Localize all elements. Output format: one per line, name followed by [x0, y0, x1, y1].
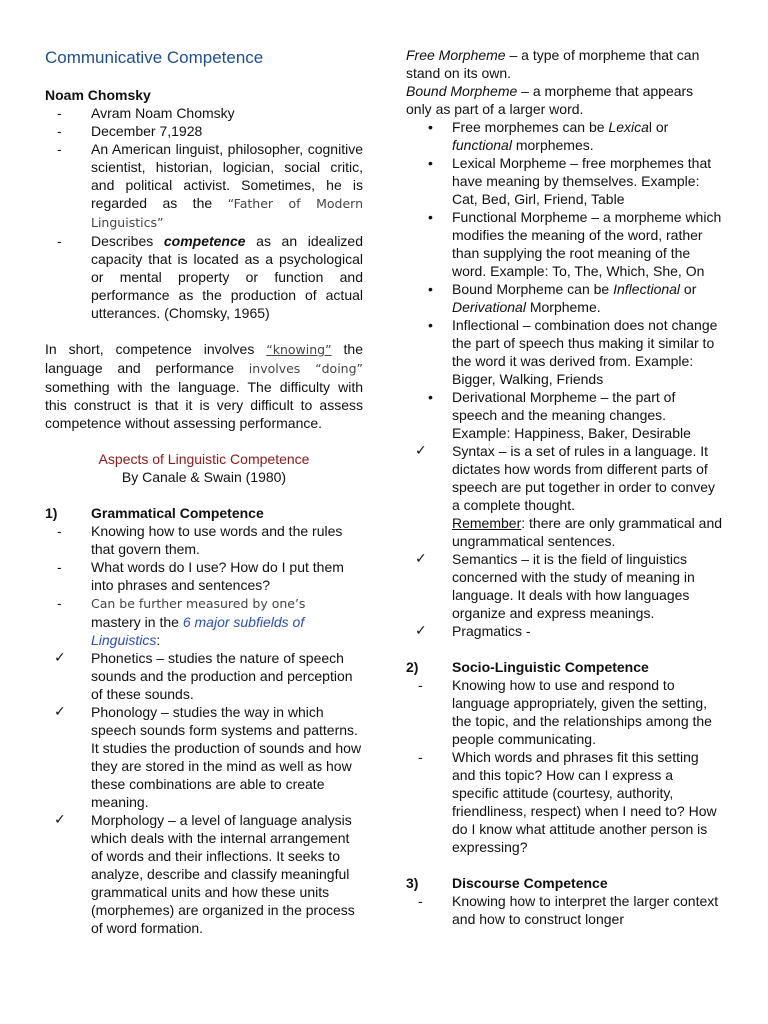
- discourse-item: - Knowing how to interpret the larger context and how to construct longer: [406, 892, 722, 928]
- bullet-item: • Bound Morpheme can be Inflectional or Derivational Morpheme.: [406, 280, 722, 316]
- grammatical-heading: 1) Grammatical Competence: [45, 505, 264, 521]
- left-column: [45, 86, 363, 937]
- socio-list: [406, 676, 722, 856]
- bullet-item: • Lexical Morpheme – free morphemes that have meaning by themselves. Example: Cat, Bed, Girl, Friend, Table: [406, 154, 722, 208]
- father-quote: “Father of Modern Linguistics”: [91, 196, 363, 230]
- knowing-term: “knowing”: [266, 342, 332, 357]
- grammatical-item: - Knowing how to use words and the rules that govern them.: [45, 522, 363, 558]
- person-heading: Noam Chomsky: [45, 87, 151, 103]
- right-column: [406, 46, 722, 928]
- morpheme-list: [406, 118, 722, 442]
- check-item-phonology: ✓ Phonology – studies the way in which speech sounds form systems and patterns. It studies the production of sounds and how they are stored in the mind as well as how these combinations are able to create meaning.: [45, 703, 363, 811]
- grammatical-item: - Can be further measured by one’s mastery in the 6 major subfields of Linguistics:: [45, 594, 363, 649]
- discourse-heading: 3) Discourse Competence: [406, 875, 608, 891]
- competence-term: competence: [163, 233, 246, 249]
- fact-competence: - Describes competence as an idealized capacity that is located as a psychological or mental property or function and performance as the production of actual utterances. (Chomsky, 1965): [45, 232, 363, 322]
- doing-term: involves “doing”: [248, 361, 363, 376]
- check-item-semantics: ✓ Semantics – it is the field of linguistics concerned with the study of meaning in language. It deals with how languages organize and express meanings.: [406, 550, 722, 622]
- check-item-phonetics: ✓ Phonetics – studies the nature of speech sounds and the production and perception of these sounds.: [45, 649, 363, 703]
- fact-full-name: - Avram Noam Chomsky: [45, 104, 363, 122]
- aspects-heading: Aspects of Linguistic Competence: [98, 451, 310, 467]
- document-title: Communicative Competence: [45, 48, 264, 67]
- bullet-item: • Free morphemes can be Lexical or functional morphemes.: [406, 118, 722, 154]
- grammar-check-list: [406, 442, 722, 640]
- check-item-pragmatics: ✓ Pragmatics -: [406, 622, 722, 640]
- discourse-list: [406, 892, 722, 928]
- aspects-byline: By Canale & Swain (1980): [121, 469, 287, 485]
- grammatical-item: - What words do I use? How do I put them into phrases and sentences?: [45, 558, 363, 594]
- fact-description: - An American linguist, philosopher, cognitive scientist, historian, logician, social critic, and political activist. Sometimes, he is regarded as the “Father of Modern Linguistics”: [45, 140, 363, 232]
- free-morpheme-def: Free Morpheme – a type of morpheme that can stand on its own.: [406, 47, 700, 81]
- remember-label: Remember: [452, 515, 522, 531]
- grammatical-list: [45, 522, 363, 649]
- bullet-item: • Derivational Morpheme – the part of speech and the meaning changes. Example: Happiness, Baker, Desirable: [406, 388, 722, 442]
- chomsky-facts: [45, 104, 363, 322]
- short-paragraph: In short, competence involves “knowing” the language and performance involves “doing” something with the language. The difficulty with this construct is that it is very difficult to assess competence without assessing performance.: [45, 341, 363, 431]
- socio-item: - Knowing how to use and respond to language appropriately, given the setting, the topic, and the relationships among the people communicating.: [406, 676, 722, 748]
- check-item-morphology: ✓ Morphology – a level of language analysis which deals with the internal arrangement of words and their inflections. It seeks to analyze, describe and classify meaningful grammatical units and how these units (morphemes) are organized in the process of word formation.: [45, 811, 363, 937]
- bullet-item: • Functional Morpheme – a morpheme which modifies the meaning of the word, rather than supplying the root meaning of the word. Example: To, The, Which, She, On: [406, 208, 722, 280]
- bullet-item: • Inflectional – combination does not change the part of speech thus making it similar to the word it was derived from. Example: Bigger, Walking, Friends: [406, 316, 722, 388]
- socio-item: - Which words and phrases fit this setting and this topic? How can I express a specific attitude (courtesy, authority, friendliness, respect) when I need to? How do I know what attitude another person is expressing?: [406, 748, 722, 856]
- fact-birthdate: - December 7,1928: [45, 122, 363, 140]
- subfields-list: [45, 649, 363, 937]
- socio-heading: 2) Socio-Linguistic Competence: [406, 659, 649, 675]
- bound-morpheme-def: Bound Morpheme – a morpheme that appears only as part of a larger word.: [406, 83, 694, 117]
- check-item-syntax: ✓ Syntax – is a set of rules in a language. It dictates how words from different parts of speech are put together in order to convey a complete thought. Remember: there are only grammatical and ungrammatical sentences.: [406, 442, 722, 550]
- subfields-link: 6 major subfields of Linguistics: [91, 614, 305, 648]
